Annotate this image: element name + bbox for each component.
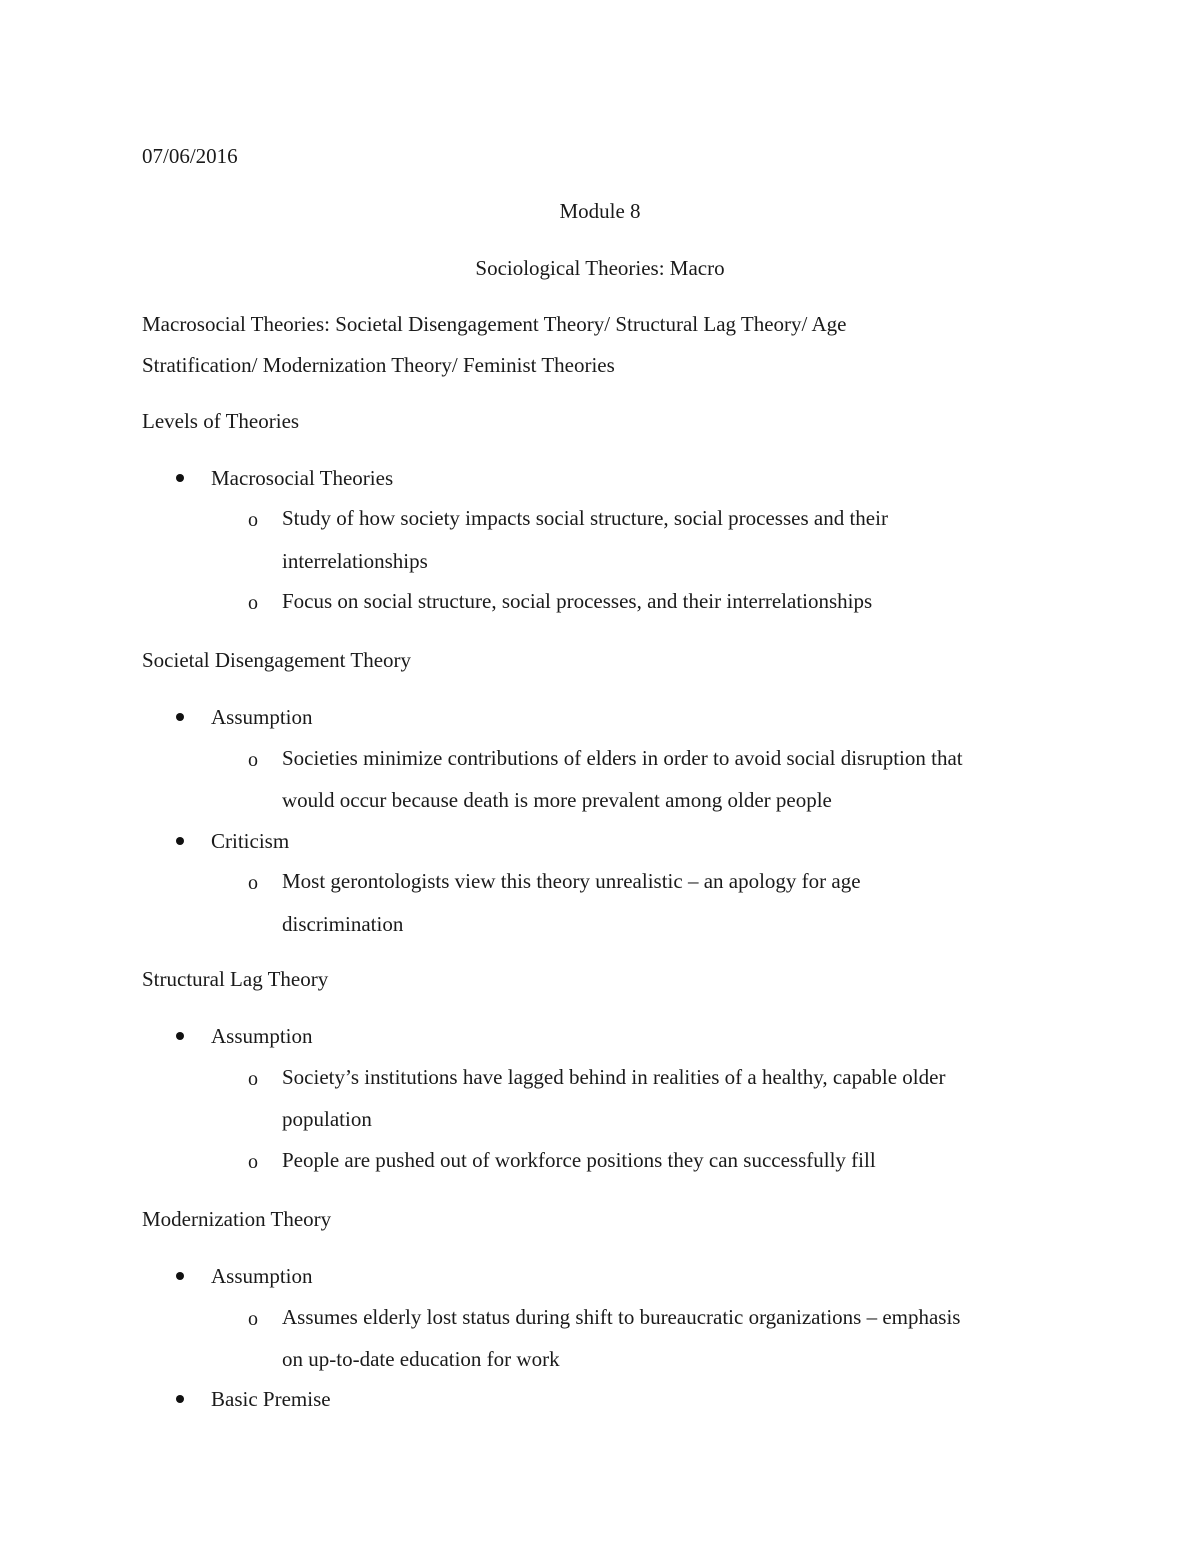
section-heading: Societal Disengagement Theory [142, 648, 412, 672]
sub-bullet-marker: o [248, 872, 258, 894]
sub-bullet-marker: o [248, 749, 258, 771]
module-subtitle: Sociological Theories: Macro [475, 256, 725, 280]
sub-list-item-continuation: would occur because death is more prevalent among older people [282, 788, 832, 812]
sub-bullet-marker: o [248, 592, 258, 614]
section-heading: Modernization Theory [142, 1207, 332, 1231]
sub-bullet-marker: o [248, 509, 258, 531]
list-item: Assumption [211, 1024, 313, 1048]
sub-bullet-marker: o [248, 1151, 258, 1173]
bullet-marker [176, 713, 184, 721]
module-title: Module 8 [559, 199, 641, 223]
sub-list-item-continuation: interrelationships [282, 549, 428, 573]
sub-bullet-marker: o [248, 1308, 258, 1330]
bullet-marker [176, 474, 184, 482]
list-item: Macrosocial Theories [211, 466, 394, 490]
bullet-marker [176, 1395, 184, 1403]
sub-list-item-continuation: discrimination [282, 912, 404, 936]
sub-list-item: Societies minimize contributions of elders in order to avoid social disruption that [282, 746, 963, 770]
sub-list-item: Study of how society impacts social structure, social processes and their [282, 506, 888, 530]
sub-list-item: People are pushed out of workforce positions they can successfully fill [282, 1148, 876, 1172]
section-heading: Levels of Theories [142, 409, 300, 433]
sub-list-item-continuation: on up-to-date education for work [282, 1347, 560, 1371]
sub-list-item: Assumes elderly lost status during shift to bureaucratic organizations – emphasis [282, 1305, 961, 1329]
list-item: Assumption [211, 1264, 313, 1288]
list-item: Basic Premise [211, 1387, 331, 1411]
sub-list-item: Most gerontologists view this theory unrealistic – an apology for age [282, 869, 861, 893]
section-heading: Structural Lag Theory [142, 967, 329, 991]
intro-line-2: Stratification/ Modernization Theory/ Feminist Theories [142, 353, 615, 377]
bullet-marker [176, 1272, 184, 1280]
sub-list-item: Focus on social structure, social processes, and their interrelationships [282, 589, 873, 613]
bullet-marker [176, 1032, 184, 1040]
document-date: 07/06/2016 [142, 144, 238, 168]
intro-line-1: Macrosocial Theories: Societal Disengagement Theory/ Structural Lag Theory/ Age [142, 312, 847, 336]
list-item: Assumption [211, 705, 313, 729]
bullet-marker [176, 837, 184, 845]
sub-list-item: Society’s institutions have lagged behind in realities of a healthy, capable older [282, 1065, 946, 1089]
list-item: Criticism [211, 829, 290, 853]
sub-bullet-marker: o [248, 1068, 258, 1090]
sub-list-item-continuation: population [282, 1107, 372, 1131]
